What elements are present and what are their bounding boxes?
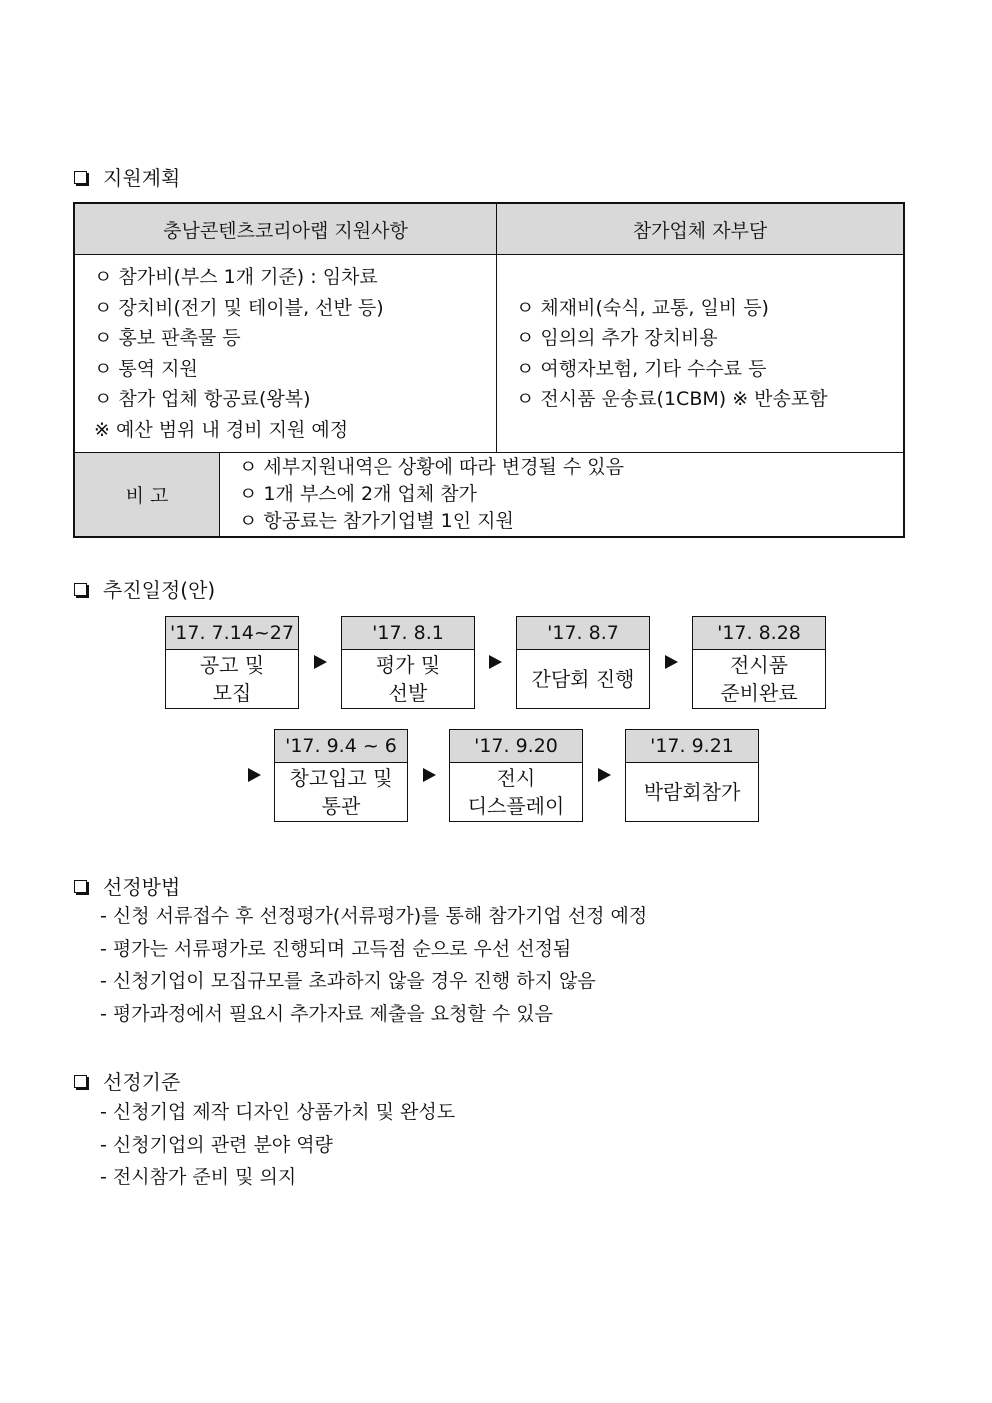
- step-date: '17. 9.4 ~ 6: [275, 730, 407, 763]
- self-pay-items-cell: [497, 255, 905, 453]
- step-label: 전시품 준비완료: [720, 653, 798, 705]
- list-item: ㅇ 세부지원내역은 상황에 따라 변경될 수 있음: [239, 456, 624, 478]
- arrow-right-icon: [598, 768, 611, 782]
- support-items-cell: [74, 255, 497, 453]
- list-item: - 전시참가 준비 및 의지: [100, 1166, 297, 1188]
- schedule-step: [165, 616, 299, 709]
- list-item: ㅇ 여행자보험, 기타 수수료 등: [516, 357, 767, 380]
- remark-list: [221, 454, 902, 535]
- step-label: 공고 및 모집: [199, 653, 265, 705]
- arrow-right-icon: [423, 768, 436, 782]
- checkbox-icon: [74, 171, 87, 184]
- self-pay-items-list: [498, 287, 902, 421]
- support-items-list: [76, 256, 495, 451]
- list-item: ㅇ 홍보 판촉물 등: [94, 327, 241, 349]
- step-date: '17. 8.28: [693, 617, 825, 650]
- schedule-step: [341, 616, 475, 709]
- schedule-step: [625, 729, 759, 822]
- remark-label: 비 고: [74, 453, 220, 538]
- checkbox-icon: [74, 583, 87, 596]
- step-label: 평가 및 선발: [375, 653, 441, 705]
- list-item: ㅇ 장치비(전기 및 테이블, 선반 등): [94, 296, 384, 319]
- list-item: ㅇ 체재비(숙식, 교통, 일비 등): [516, 296, 769, 319]
- step-label: 박람회참가: [643, 780, 741, 804]
- step-date: '17. 9.21: [626, 730, 758, 763]
- list-item: ㅇ 임의의 추가 장치비용: [516, 327, 718, 349]
- list-item: - 평가는 서류평가로 진행되며 고득점 순으로 우선 선정됨: [100, 937, 572, 960]
- method-section-title: 선정방법: [103, 875, 181, 899]
- schedule-section-title: 추진일정(안): [103, 578, 216, 602]
- step-label: 창고입고 및 통관: [289, 766, 393, 818]
- arrow-right-icon: [665, 655, 678, 669]
- schedule-section-heading: [74, 574, 215, 603]
- step-label: 전시 디스플레이: [467, 766, 565, 818]
- step-date: '17. 8.1: [342, 617, 474, 650]
- list-item: ㅇ 통역 지원: [94, 357, 198, 380]
- list-item: ㅇ 1개 부스에 2개 업체 참가: [239, 483, 477, 505]
- criteria-list: [100, 1096, 455, 1194]
- list-item: ㅇ 참가비(부스 1개 기준) : 임차료: [94, 266, 378, 288]
- criteria-section-heading: [74, 1066, 180, 1095]
- step-date: '17. 8.7: [517, 617, 649, 650]
- support-table: [73, 202, 905, 538]
- support-section-title: 지원계획: [103, 166, 181, 190]
- list-item: - 신청기업이 모집규모를 초과하지 않을 경우 진행 하지 않음: [100, 970, 596, 992]
- list-item: - 신청기업의 관련 분야 역량: [100, 1133, 333, 1156]
- list-item: ㅇ 전시품 운송료(1CBM) ※ 반송포함: [516, 388, 828, 410]
- list-item: - 신청기업 제작 디자인 상품가치 및 완성도: [100, 1101, 456, 1123]
- list-item: ㅇ 항공료는 참가기업별 1인 지원: [239, 510, 514, 532]
- list-item: ※ 예산 범위 내 경비 지원 예정: [94, 418, 349, 441]
- list-item: - 평가과정에서 필요시 추가자료 제출을 요청할 수 있음: [100, 1002, 553, 1025]
- list-item: ㅇ 참가 업체 항공료(왕복): [94, 388, 311, 410]
- checkbox-icon: [74, 1075, 87, 1088]
- step-date: '17. 7.14~27: [166, 617, 298, 650]
- step-date: '17. 9.20: [450, 730, 582, 763]
- method-section-heading: [74, 871, 180, 900]
- support-section-heading: [74, 162, 180, 191]
- criteria-section-title: 선정기준: [103, 1070, 181, 1094]
- col1-header: 충남콘텐츠코리아랩 지원사항: [74, 203, 497, 255]
- remark-cell: [220, 453, 905, 538]
- arrow-right-icon: [248, 768, 261, 782]
- checkbox-icon: [74, 880, 87, 893]
- schedule-step: [692, 616, 826, 709]
- method-list: [100, 900, 647, 1030]
- arrow-right-icon: [314, 655, 327, 669]
- list-item: - 신청 서류접수 후 선정평가(서류평가)를 통해 참가기업 선정 예정: [100, 905, 648, 927]
- col2-header: 참가업체 자부담: [497, 203, 905, 255]
- step-label: 간담회 진행: [531, 667, 635, 691]
- schedule-step: [516, 616, 650, 709]
- schedule-step: [449, 729, 583, 822]
- schedule-step: [274, 729, 408, 822]
- arrow-right-icon: [489, 655, 502, 669]
